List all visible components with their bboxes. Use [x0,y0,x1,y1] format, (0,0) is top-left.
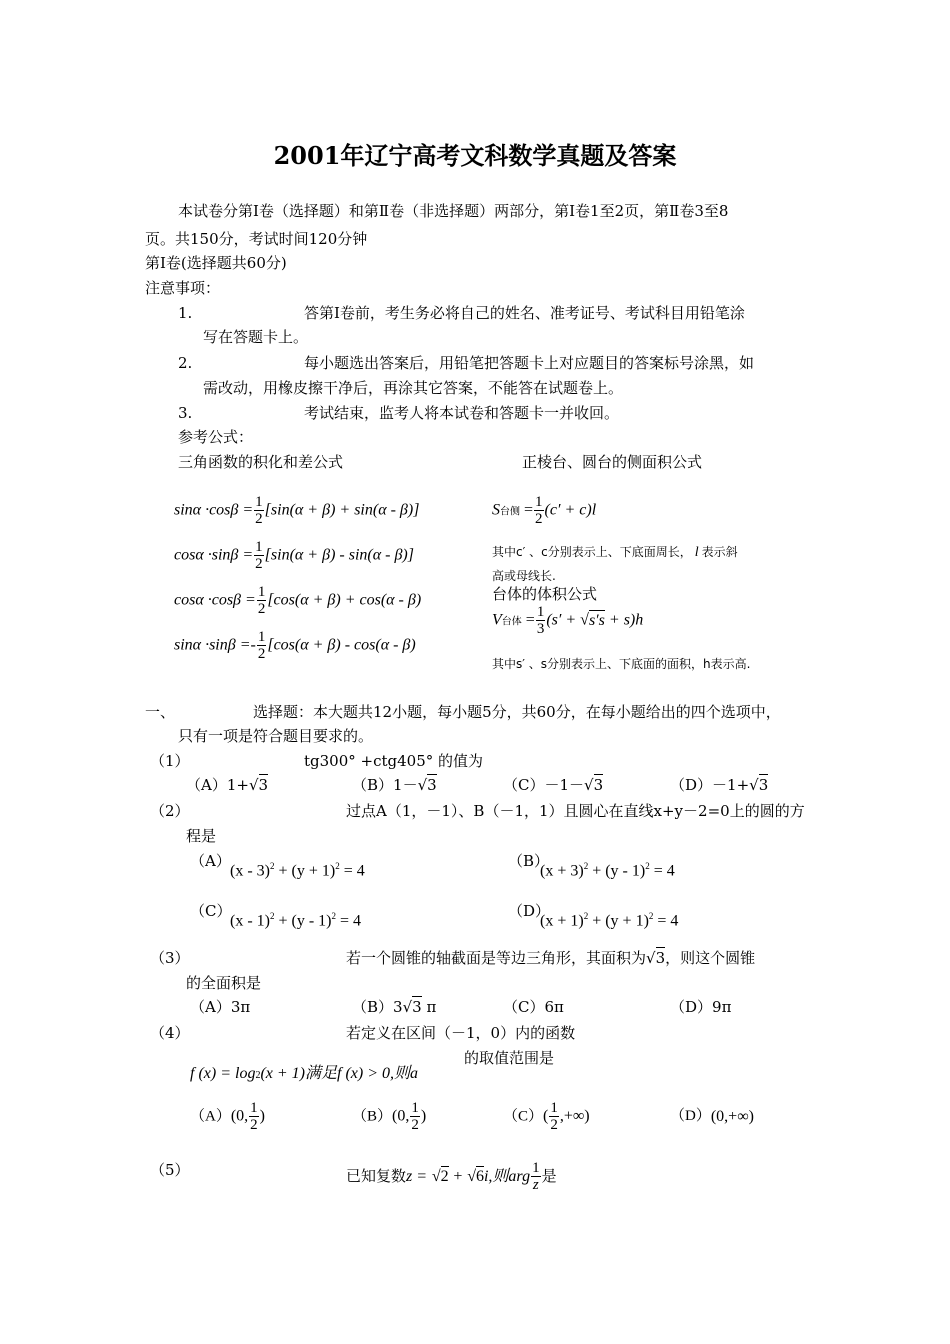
note-3-num: 3. [178,404,193,422]
notice-heading: 注意事项： [145,279,221,297]
trig-1-lhs: sinα ·cosβ = [174,501,254,519]
q4-tail: 的取值范围是 [464,1049,555,1067]
q2-option-b: $(x + 3)^2 + (y - 1)^2 = 4$ [540,861,675,880]
q2-line-2: 程是 [186,827,217,845]
lateral-heading: 正棱台、圆台的侧面积公式 [522,453,703,471]
lateral-note-1: 其中c′ 、c分别表示上、下底面周长， l 表示斜 [492,545,738,560]
trig-4-rhs: [cos(α + β) - cos(α - β) [267,636,416,654]
intro-line-1: 本试卷分第Ⅰ卷（选择题）和第Ⅱ卷（非选择题）两部分，第Ⅰ卷1至2页，第Ⅱ卷3至8 [178,202,729,220]
q2-line-1: 过点A（1，－1）、B（－1，1）且圆心在直线x+y－2=0上的圆的方 [346,802,805,820]
q1-option-a: （A）1+√3 [186,776,269,794]
q1-option-c: （C）－1－√3 [503,776,604,794]
trig-heading: 三角函数的积化和差公式 [178,453,344,471]
q4-formula: f (x) = log2(x + 1)满足f (x) > 0,则a [190,1065,419,1082]
volume-heading: 台体的体积公式 [492,585,598,603]
q2-option-d: $(x + 1)^2 + (y + 1)^2 = 4$ [540,911,679,930]
q3-line-1: 若一个圆锥的轴截面是等边三角形，其面积为√3，则这个圆锥 [346,949,756,967]
trig-formula-2 [174,539,474,581]
trig-4-lhs: sinα ·sinβ = [174,636,251,654]
note-2-num: 2. [178,354,193,372]
q1-option-b: （B）1－√3 [352,776,437,794]
q4-option-c: （C）( $\frac{1}{2}$ ,+∞) [503,1100,590,1133]
q2-num: （2） [150,802,190,820]
q2-d-label: （D） [508,902,551,920]
q3-option-b: （B）3√3 π [352,998,437,1016]
note-2-line-2: 需改动，用橡皮擦干净后，再涂其它答案，不能答在试题卷上。 [203,379,624,397]
part1-heading: 第Ⅰ卷(选择题共60分) [145,254,287,272]
q4-line-1: 若定义在区间（－1，0）内的函数 [346,1024,576,1042]
lateral-note-2: 高或母线长. [492,569,556,583]
trig-1-coef: $\frac{1}{2}$ [255,494,263,527]
q3-line-2: 的全面积是 [186,974,262,992]
section-1-line-1: 选择题：本大题共12小题，每小题5分，共60分，在每小题给出的四个选项中， [253,703,781,721]
trig-3-rhs: [cos(α + β) + cos(α - β) [267,591,422,609]
section-1-num: 一、 [145,703,176,721]
trig-3-lhs: cosα ·cosβ = [174,591,256,609]
q2-option-c: (x - 1)$^2$ + (y - 1)$^2$ = 4 [230,911,362,930]
trig-3-coef: $\frac{1}{2}$ [257,584,266,617]
trig-4-coef: $\frac{1}{2}$ [257,629,266,662]
trig-2-rhs: [sin(α + β) - sin(α - β)] [264,546,414,564]
trig-formula-1 [174,494,474,536]
q5-num: （5） [150,1161,190,1179]
trig-2-coef: $\frac{1}{2}$ [255,539,263,572]
trig-4-sign: - [250,636,256,654]
trig-1-rhs: [sin(α + β) + sin(α - β)] [264,501,420,519]
q3-option-d: （D）9π [670,998,732,1016]
q2-c-label: （C） [190,902,232,920]
q1-text: tg300° +ctg405° 的值为 [304,752,484,770]
trig-formula-4 [174,629,474,671]
volume-formula: V台体 = $\frac{1}{3}$ (s′ + √s′s + s)h [492,604,644,637]
q1-option-d: （D）－1+√3 [670,776,769,794]
formulas-heading: 参考公式： [178,428,254,446]
section-1-line-2: 只有一项是符合题目要求的。 [178,727,374,745]
note-3-line-1: 考试结束，监考人将本试卷和答题卡一并收回。 [304,404,620,422]
note-2-line-1: 每小题选出答案后，用铅笔把答题卡上对应题目的答案标号涂黑，如 [304,354,755,372]
q2-a-label: （A） [190,852,231,870]
note-1-line-1: 答第Ⅰ卷前，考生务必将自己的姓名、准考证号、考试科目用铅笔涂 [304,304,745,322]
intro-line-2: 页。共150分，考试时间120分钟 [145,230,368,248]
q3-option-c: （C）6π [503,998,564,1016]
q3-option-a: （A）3π [190,998,251,1016]
note-1-line-2: 写在答题卡上。 [203,328,309,346]
page-title: 2001年辽宁高考文科数学真题及答案 [273,141,677,170]
volume-note: 其中s′ 、s分别表示上、下底面的面积，h表示高. [492,657,751,671]
q2-option-a: $(x - 3)^2 + (y + 1)^2 = 4$ [230,861,365,880]
q4-option-a: （A）(0, $\frac{1}{2}$ ) [190,1100,265,1133]
q3-num: （3） [150,949,190,967]
q2-b-label: （B） [508,852,550,870]
q4-num: （4） [150,1024,190,1042]
trig-2-lhs: cosα ·sinβ = [174,546,254,564]
q5-text: 已知复数z = √2 + √6i,则arg $\frac{1}{z}$ 是 [346,1160,557,1193]
q4-option-b: （B）(0, $\frac{1}{2}$ ) [352,1100,427,1133]
trig-formula-3 [174,584,474,626]
q1-num: （1） [150,752,190,770]
lateral-formula: S台侧 = $\frac{1}{2}$ (c′ + c)l [492,494,597,527]
note-1-num: 1. [178,304,193,322]
q4-option-d: （D）(0,+∞) [670,1108,754,1125]
